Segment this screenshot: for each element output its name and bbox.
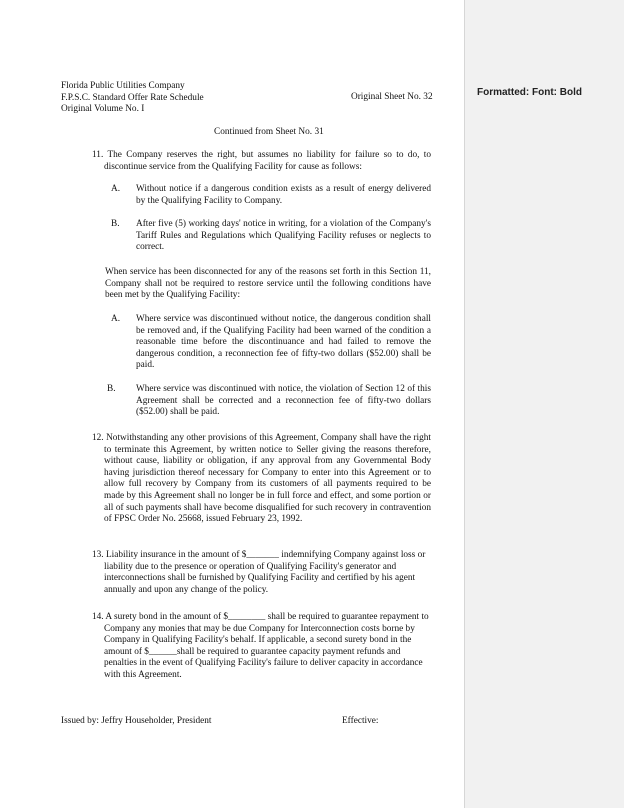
condition-a-text: Where service was discontinued without notice, the dangerous condition shall be removed and, if the Qualifying Facility had been warned of the condition a reasonable time before the discontinuance and had failed to remove the dangerous condition, a reconnection fee of fifty-two dollars ($52.00) shall be paid.: [136, 314, 431, 371]
continued-line: Continued from Sheet No. 31: [214, 127, 324, 137]
item-b-label: B.: [111, 219, 120, 229]
section-11-intro: 11. The Company reserves the right, but assumes no liability for failure so to do, to discontinue service from the Qualifying Facility for cause as follows:: [92, 150, 431, 172]
section-13: 13. Liability insurance in the amount of $_______ indemnifying Company against loss or liability due to the presence or operation of Qualifying Facility's generator and interconnections shall be furnished by Qualifying Facility and certified by his agent annually and upon any change of the policy.: [92, 550, 426, 595]
volume-number: Original Volume No. I: [61, 104, 145, 115]
company-name: Florida Public Utilities Company: [61, 81, 185, 91]
section-11-paragraph: When service has been disconnected for any of the reasons set forth in this Section 11, Company shall not be required to restore service until the following conditions have been met by the Qualifying Facility:: [105, 267, 431, 301]
section-12: 12. Notwithstanding any other provisions of this Agreement, Company shall have the right to terminate this Agreement, by written notice to Seller giving the reasons therefore, without cause, liability or obligation, if any approval from any Governmental Body having jurisdiction thereof necessary for Company to enter into this Agreement or to allow full recovery by Company from its customers of all payments required to be made by this Agreement shall no longer be in full force and effect, and some portion or all of such payments shall have become disqualified for such recovery in contravention of FPSC Order No. 25668, issued February 23, 1992.: [92, 433, 431, 525]
header-block: [61, 81, 204, 116]
condition-a-label: A.: [111, 314, 121, 324]
condition-b-text: Where service was discontinued with notice, the violation of Section 12 of this Agreement shall be corrected and a reconnection fee of fifty-two dollars ($52.00) shall be paid.: [136, 384, 431, 418]
formatting-comment[interactable]: Formatted: Font: Bold: [477, 87, 582, 98]
item-b-text: After five (5) working days' notice in writing, for a violation of the Company's Tariff Rules and Regulations which Qualifying Facility refuses or neglects to correct.: [136, 219, 431, 253]
sheet-number: Original Sheet No. 32: [351, 92, 433, 102]
issued-by: Issued by: Jeffry Householder, President: [61, 716, 212, 726]
comment-margin-pane: [464, 0, 624, 808]
effective-date: Effective:: [342, 716, 379, 726]
condition-b-label: B.: [107, 384, 116, 394]
schedule-name: F.P.S.C. Standard Offer Rate Schedule: [61, 92, 204, 103]
item-a-text: Without notice if a dangerous condition exists as a result of energy delivered by the Qualifying Facility to Company.: [136, 184, 431, 206]
item-a-label: A.: [111, 184, 121, 194]
section-14: 14. A surety bond in the amount of $________ shall be required to guarantee repayment to Company any monies that may be due Company for Interconnection costs borne by Company in Qualifying Facility's behalf. If applicable, a second surety bond in the amount of $______shall be required to guarantee capacity payment refunds and penalties in the event of Qualifying Facility's failure to deliver capacity in accordance with this Agreement.: [92, 612, 429, 680]
